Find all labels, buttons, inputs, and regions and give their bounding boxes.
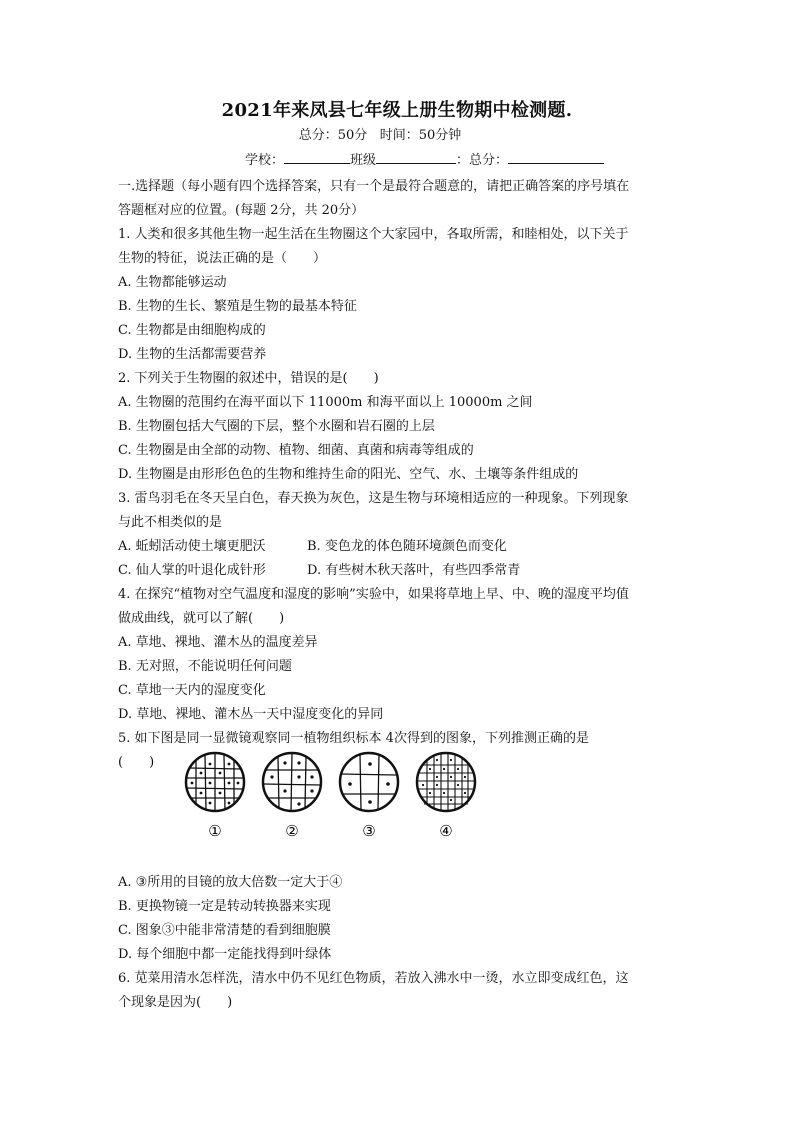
score-label: ：总分： bbox=[456, 153, 509, 168]
q2-option-d[interactable]: D. 生物圈是由形形色色的生物和维持生命的阳光、空气、水、土壤等条件组成的 bbox=[118, 467, 579, 482]
student-info-line bbox=[245, 149, 604, 168]
microscope-view-3 bbox=[340, 753, 398, 811]
q1-stem: 1. 人类和很多其他生物一起生活在生物圈这个大家园中，各取所需，和睦相处，以下关于 bbox=[118, 227, 629, 242]
q3-option-d[interactable]: D. 有些树木秋天落叶，有些四季常青 bbox=[307, 563, 521, 578]
q4-option-b[interactable]: B. 无对照，不能说明任何问题 bbox=[118, 659, 292, 674]
school-blank[interactable] bbox=[284, 151, 350, 164]
q5-option-a[interactable]: A. ③所用的目镜的放大倍数一定大于④ bbox=[118, 875, 343, 890]
q3-option-a[interactable]: A. 蚯蚓活动使土壤更肥沃 bbox=[118, 539, 266, 554]
q2-option-c[interactable]: C. 生物圈是由全部的动物、植物、细菌、真菌和病毒等组成的 bbox=[118, 443, 474, 458]
microscope-view-1 bbox=[186, 753, 244, 811]
score-time-line bbox=[0, 124, 760, 143]
q3-stem: 3. 雷鸟羽毛在冬天呈白色，春天换为灰色，这是生物与环境相适应的一种现象。下列现象 bbox=[118, 491, 629, 506]
page-title: 2021年来凤县七年级上册生物期中检测题. bbox=[221, 100, 573, 121]
q5-option-d[interactable]: D. 每个细胞中都一定能找得到叶绿体 bbox=[118, 947, 332, 962]
q5-option-c[interactable]: C. 图象③中能非常清楚的看到细胞膜 bbox=[118, 923, 331, 938]
q4-stem: 4. 在探究“植物对空气温度和湿度的影响”实验中，如果将草地上早、中、晚的湿度平均值 bbox=[118, 587, 629, 602]
q2-option-b[interactable]: B. 生物圈包括大气圈的下层，整个水圈和岩石圈的上层 bbox=[118, 419, 435, 434]
microscope-view-4 bbox=[417, 753, 475, 811]
q3-stem-cont: 与此不相类似的是 bbox=[118, 515, 223, 530]
microscope-view-2 bbox=[263, 753, 321, 811]
q2-stem: 2. 下列关于生物圈的叙述中，错误的是( ) bbox=[118, 371, 379, 386]
score-blank[interactable] bbox=[508, 151, 604, 164]
q4-stem-cont: 做成曲线，就可以了解( ) bbox=[118, 611, 285, 626]
class-blank[interactable] bbox=[376, 151, 456, 164]
figure-label-3: ③ bbox=[362, 822, 376, 840]
time-limit: 时间：50分钟 bbox=[379, 128, 462, 143]
q2-option-a[interactable]: A. 生物圈的范围约在海平面以下 11000m 和海平面以上 10000m 之间 bbox=[118, 395, 533, 410]
school-label: 学校： bbox=[245, 153, 285, 168]
figure-label-4: ④ bbox=[439, 822, 453, 840]
class-label: 班级 bbox=[350, 153, 377, 168]
microscope-views-figure bbox=[178, 748, 478, 843]
q4-option-d[interactable]: D. 草地、裸地、灌木丛一天中湿度变化的异同 bbox=[118, 707, 384, 722]
figure-label-2: ② bbox=[285, 822, 299, 840]
total-score: 总分：50分 bbox=[298, 128, 368, 143]
section-heading: 一.选择题（每小题有四个选择答案，只有一个是最符合题意的，请把正确答案的序号填在 bbox=[118, 179, 630, 194]
section-heading-cont: 答题框对应的位置。(每题 2分，共 20分） bbox=[118, 203, 365, 218]
q5-option-b[interactable]: B. 更换物镜一定是转动转换器来实现 bbox=[118, 899, 331, 914]
q3-option-c[interactable]: C. 仙人掌的叶退化成针形 bbox=[118, 563, 266, 578]
q3-option-b[interactable]: B. 变色龙的体色随环境颜色而变化 bbox=[307, 539, 507, 554]
q1-option-a[interactable]: A. 生物都能够运动 bbox=[118, 275, 227, 290]
q1-option-c[interactable]: C. 生物都是由细胞构成的 bbox=[118, 323, 266, 338]
q5-stem-cont: ( ) bbox=[118, 755, 155, 770]
q1-option-d[interactable]: D. 生物的生活都需要营养 bbox=[118, 347, 267, 362]
q5-stem: 5. 如下图是同一显微镜观察同一植物组织标本 4次得到的图象，下列推测正确的是 bbox=[118, 731, 589, 746]
q1-stem-cont: 生物的特征，说法正确的是（ ） bbox=[118, 251, 327, 266]
q1-option-b[interactable]: B. 生物的生长、繁殖是生物的最基本特征 bbox=[118, 299, 357, 314]
q4-option-c[interactable]: C. 草地一天内的湿度变化 bbox=[118, 683, 266, 698]
q6-stem: 6. 苋菜用清水怎样洗，清水中仍不见红色物质，若放入沸水中一烫，水立即变成红色，这 bbox=[118, 971, 629, 986]
q6-stem-cont: 个现象是因为( ) bbox=[118, 995, 233, 1010]
q4-option-a[interactable]: A. 草地、裸地、灌木丛的温度差异 bbox=[118, 635, 318, 650]
figure-label-1: ① bbox=[208, 822, 222, 840]
